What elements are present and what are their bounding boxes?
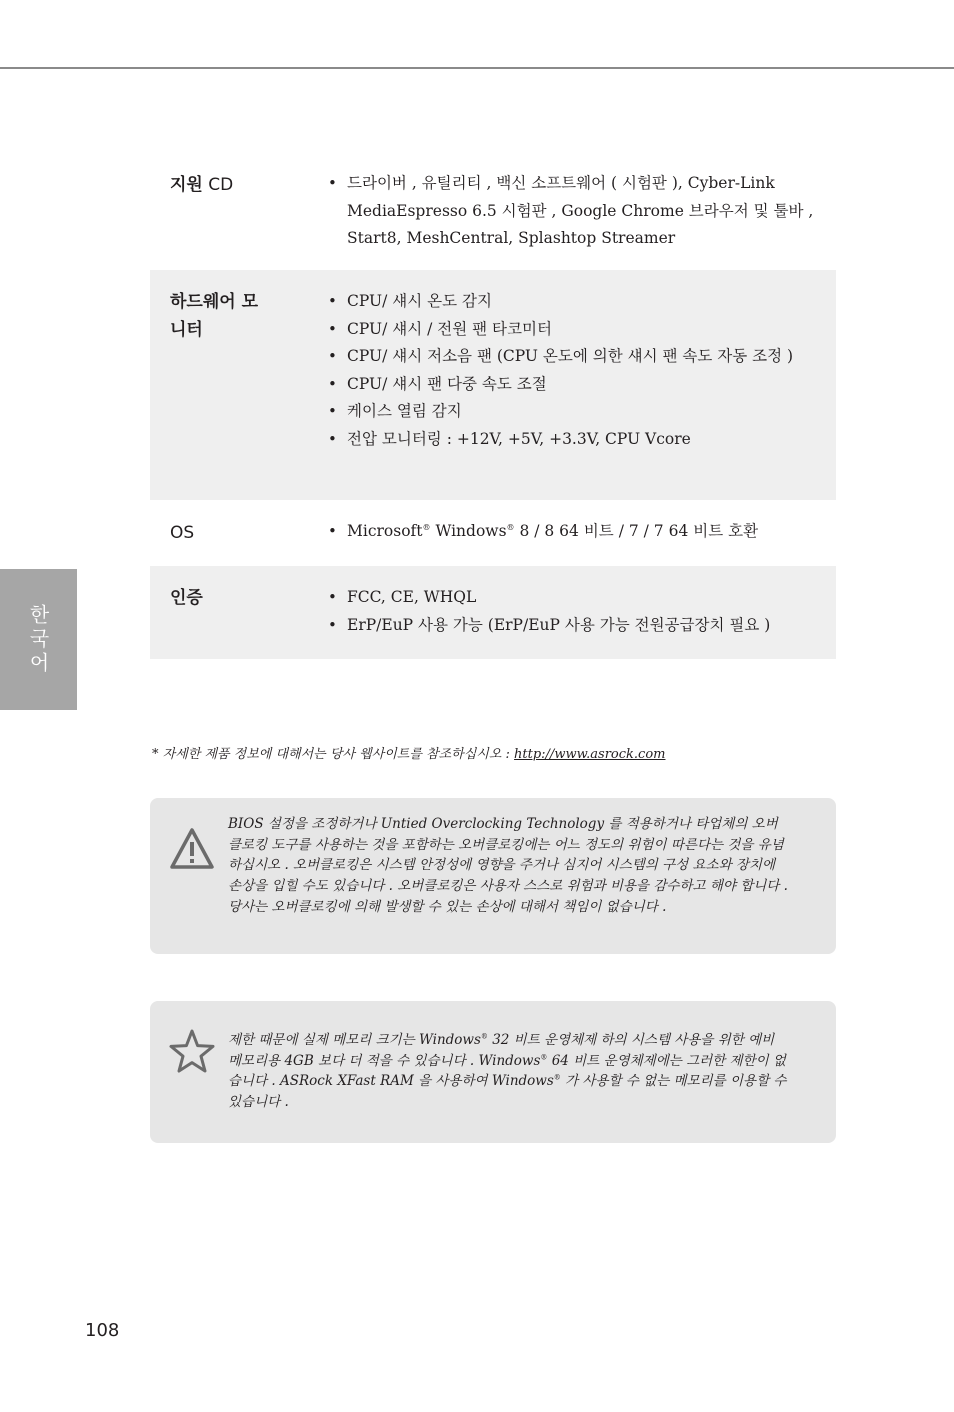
spec-list-certifications bbox=[328, 584, 818, 639]
warning-text: BIOS 설정을 조정하거나 Untied Overclocking Technology 를 적용하거나 타업체의 오버클로킹 도구를 사용하는 것을 포함하는 오버클로킹에는 어느 정도의 위험이 따른다는 것을 유념하십시오 . 오버클로킹은 시스템 안정성에 영향을 주거나 심지어 시스템의 구성 요소와 장치에 손상을 입힐 수도 있습니다 . 오버클로킹은 사용자 스스로 위험과 비용을 감수하고 해야 합니다 . 당사는 오버클로킹에 의해 발생할 수 있는 손상에 대해서 책임이 없습니다 . bbox=[228, 816, 788, 915]
overclocking-warning-box bbox=[150, 798, 836, 954]
list-item: • 전압 모니터링 : +12V, +5V, +3.3V, CPU Vcore bbox=[328, 426, 818, 454]
list-item: • ErP/EuP 사용 가능 (ErP/EuP 사용 가능 전원공급장치 필요 ) bbox=[328, 612, 818, 640]
spec-row-os bbox=[150, 501, 836, 565]
spec-label-support-cd: 지원 CD bbox=[170, 175, 234, 195]
memory-note-text: 제한 때문에 실제 메모리 크기는 Windows® 32 비트 운영체제 하의 시스템 사용을 위한 예비 메모리용 4GB 보다 더 적을 수 있습니다 . Windows® 64 비트 운영체제에는 그러한 제한이 없습니다 . ASRock XFast RAM 을 사용하여 Windows® 가 사용할 수 없는 메모리를 이용할 수 있습니다 . bbox=[228, 1032, 787, 1111]
spec-row-certifications bbox=[150, 566, 836, 659]
spec-label-hardware-monitor: 하드웨어 모 니터 bbox=[170, 292, 259, 340]
top-rule bbox=[0, 67, 954, 69]
spec-row-hardware-monitor bbox=[150, 270, 836, 500]
list-item: • CPU/ 섀시 / 전원 팬 타코미터 bbox=[328, 316, 818, 344]
list-item: • 드라이버 , 유틸리티 , 백신 소프트웨어 ( 시험판 ), Cyber-Link MediaEspresso 6.5 시험판 , Google Chrome 브라우저 및 툴바 , Start8, MeshCentral, Splashtop Streamer bbox=[328, 170, 818, 253]
warning-triangle-icon bbox=[169, 826, 215, 872]
list-item: • 케이스 열림 감지 bbox=[328, 398, 818, 426]
memory-note-box bbox=[150, 1001, 836, 1143]
spec-list-hardware-monitor bbox=[328, 288, 818, 453]
page-number: 108 bbox=[85, 1320, 120, 1341]
star-icon bbox=[169, 1028, 215, 1074]
list-item: • FCC, CE, WHQL bbox=[328, 584, 818, 612]
list-item: • CPU/ 섀시 저소음 팬 (CPU 온도에 의한 섀시 팬 속도 자동 조정 ) bbox=[328, 343, 818, 371]
spec-label-os: OS bbox=[170, 523, 195, 543]
spec-row-support-cd bbox=[150, 163, 836, 269]
spec-list-os bbox=[328, 518, 818, 546]
language-side-tab bbox=[0, 569, 77, 710]
list-item: • CPU/ 섀시 팬 다중 속도 조절 bbox=[328, 371, 818, 399]
list-item: • CPU/ 섀시 온도 감지 bbox=[328, 288, 818, 316]
language-side-tab-label: 한국어 bbox=[26, 603, 50, 676]
spec-label-certifications: 인증 bbox=[170, 588, 203, 608]
spec-list-support-cd bbox=[328, 170, 818, 253]
list-item: • Microsoft® Windows® 8 / 8 64 비트 / 7 / 7 64 비트 호환 bbox=[328, 518, 818, 546]
website-link[interactable]: http://www.asrock.com bbox=[514, 747, 666, 762]
website-footnote: * 자세한 제품 정보에 대해서는 당사 웹사이트를 참조하십시오 : http://www.asrock.com bbox=[152, 747, 666, 762]
